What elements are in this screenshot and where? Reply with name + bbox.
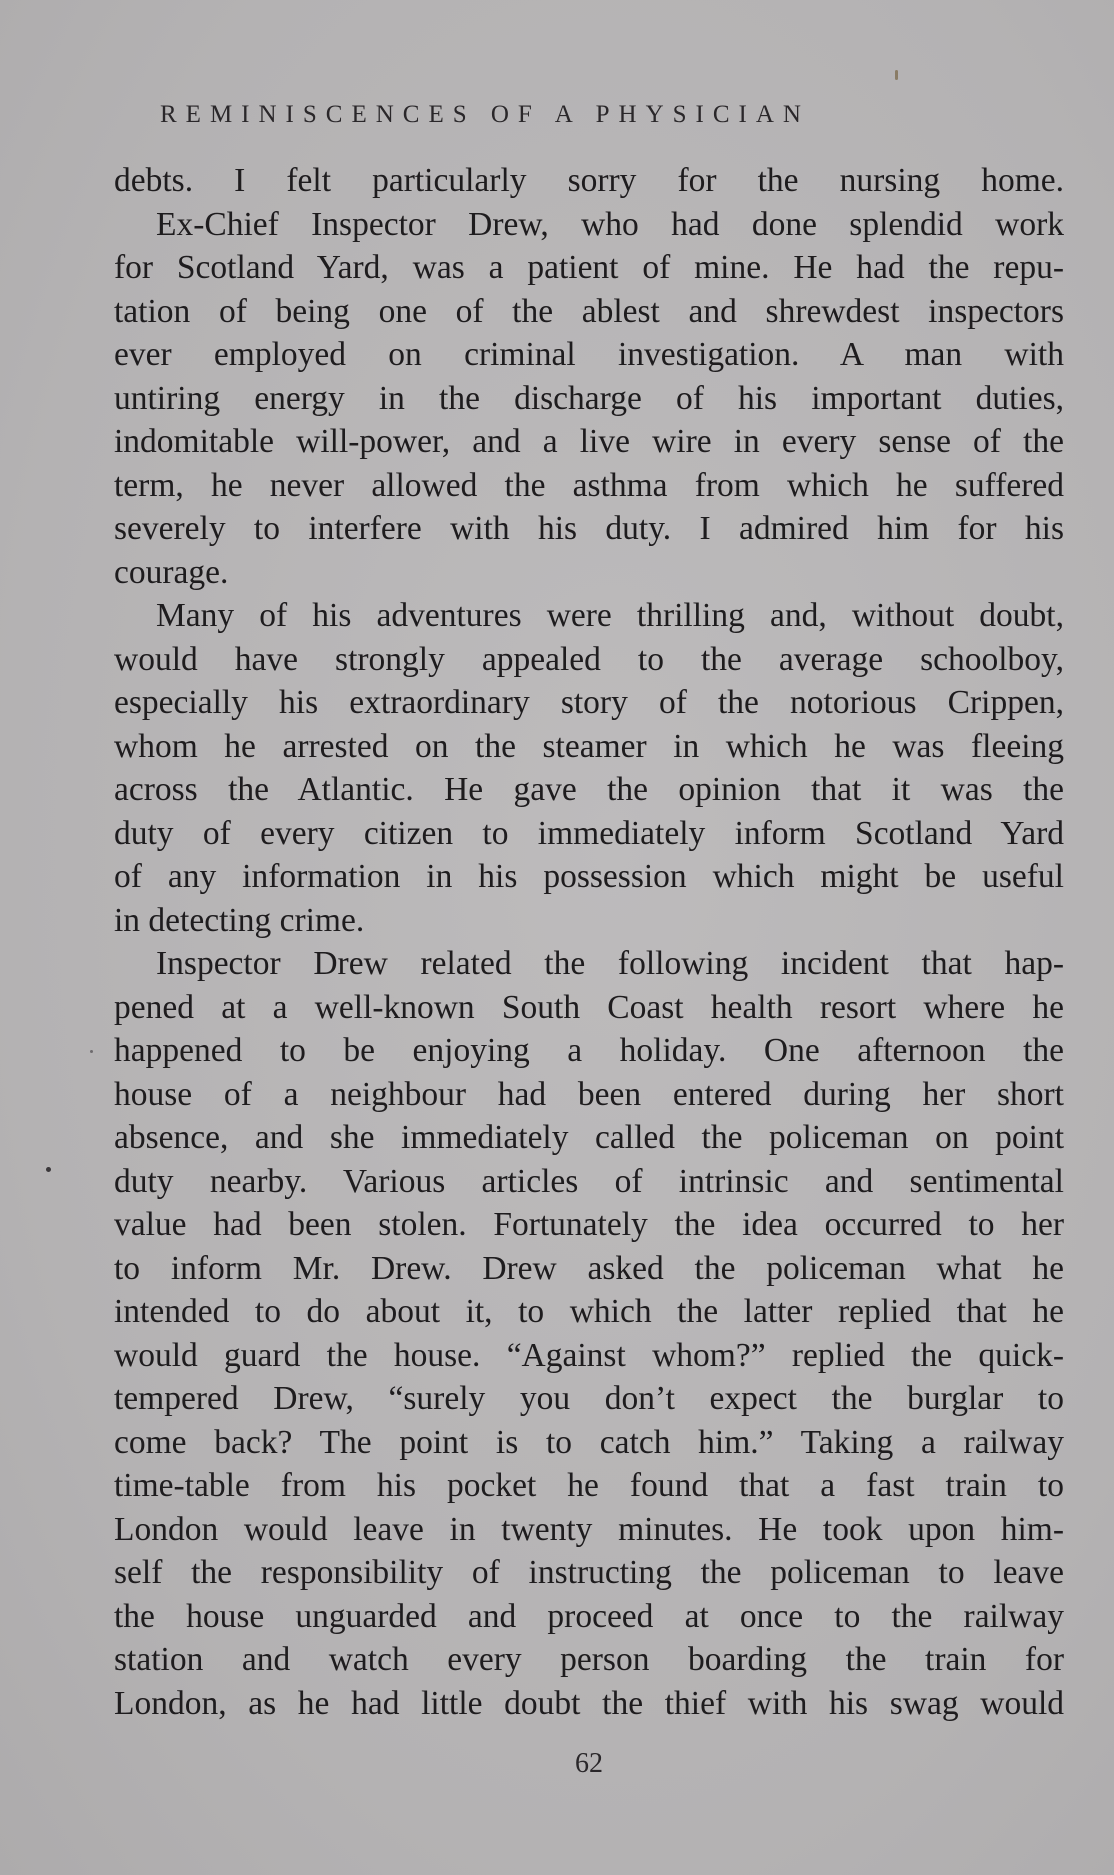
text-line: especially his extraordinary story of the notorious Crippen,: [114, 684, 1064, 721]
text-line: house of a neighbour had been entered during her short: [114, 1075, 1064, 1113]
text-line: duty nearby. Various articles of intrinsic and sentimental: [114, 1162, 1064, 1200]
text-line: would have strongly appealed to the average schoolboy,: [114, 640, 1064, 678]
text-line: in detecting crime.: [114, 901, 365, 939]
text-line: tempered Drew, “surely you don’t expect the burglar to: [114, 1380, 1064, 1417]
text-line: courage.: [114, 553, 229, 591]
text-line: to inform Mr. Drew. Drew asked the policeman what he: [114, 1249, 1064, 1287]
text-line: severely to interfere with his duty. I admired him for his: [114, 510, 1064, 547]
text-line: term, he never allowed the asthma from which he suffered: [114, 466, 1064, 504]
text-line: the house unguarded and proceed at once to the railway: [114, 1597, 1064, 1635]
text-line: indomitable will-power, and a live wire in every sense of the: [114, 423, 1064, 460]
text-line: across the Atlantic. He gave the opinion that it was the: [114, 771, 1064, 808]
text-line: duty of every citizen to immediately inform Scotland Yard: [114, 814, 1064, 852]
text-line: London, as he had little doubt the thief with his swag would: [114, 1684, 1064, 1722]
text-line: tation of being one of the ablest and shrewdest inspectors: [114, 292, 1064, 330]
text-line: value had been stolen. Fortunately the idea occurred to her: [114, 1206, 1064, 1243]
text-line: whom he arrested on the steamer in which he was fleeing: [114, 727, 1064, 765]
text-line: happened to be enjoying a holiday. One afternoon the: [114, 1032, 1064, 1069]
text-line: Inspector Drew related the following incident that hap-: [156, 945, 1064, 982]
text-line: of any information in his possession which might be useful: [114, 858, 1064, 895]
text-line: station and watch every person boarding the train for: [114, 1641, 1064, 1678]
text-line: for Scotland Yard, was a patient of mine. He had the repu-: [114, 249, 1064, 286]
text-line: intended to do about it, to which the latter replied that he: [114, 1293, 1064, 1330]
paper-speck: [90, 1050, 93, 1053]
text-line: absence, and she immediately called the policeman on point: [114, 1119, 1064, 1156]
text-line: pened at a well-known South Coast health resort where he: [114, 988, 1064, 1026]
text-line: self the responsibility of instructing the policeman to leave: [114, 1554, 1064, 1591]
text-line: untiring energy in the discharge of his important duties,: [114, 379, 1064, 417]
paper-speck: [46, 1167, 51, 1172]
text-line: would guard the house. “Against whom?” replied the quick-: [114, 1336, 1064, 1374]
text-line: ever employed on criminal investigation. A man with: [114, 336, 1064, 373]
page-number: 62: [575, 1748, 603, 1779]
text-line: time-table from his pocket he found that a fast train to: [114, 1467, 1064, 1504]
text-line: come back? The point is to catch him.” Taking a railway: [114, 1423, 1064, 1461]
body-text: [114, 159, 1064, 1725]
text-line: debts. I felt particularly sorry for the nursing home.: [114, 162, 1064, 199]
text-line: Ex-Chief Inspector Drew, who had done splendid work: [156, 205, 1064, 243]
text-line: Many of his adventures were thrilling and, without doubt,: [156, 597, 1064, 634]
running-header: REMINISCENCES OF A PHYSICIAN: [160, 101, 810, 128]
text-line: London would leave in twenty minutes. He took upon him-: [114, 1510, 1064, 1548]
paper-speck: [895, 70, 898, 80]
